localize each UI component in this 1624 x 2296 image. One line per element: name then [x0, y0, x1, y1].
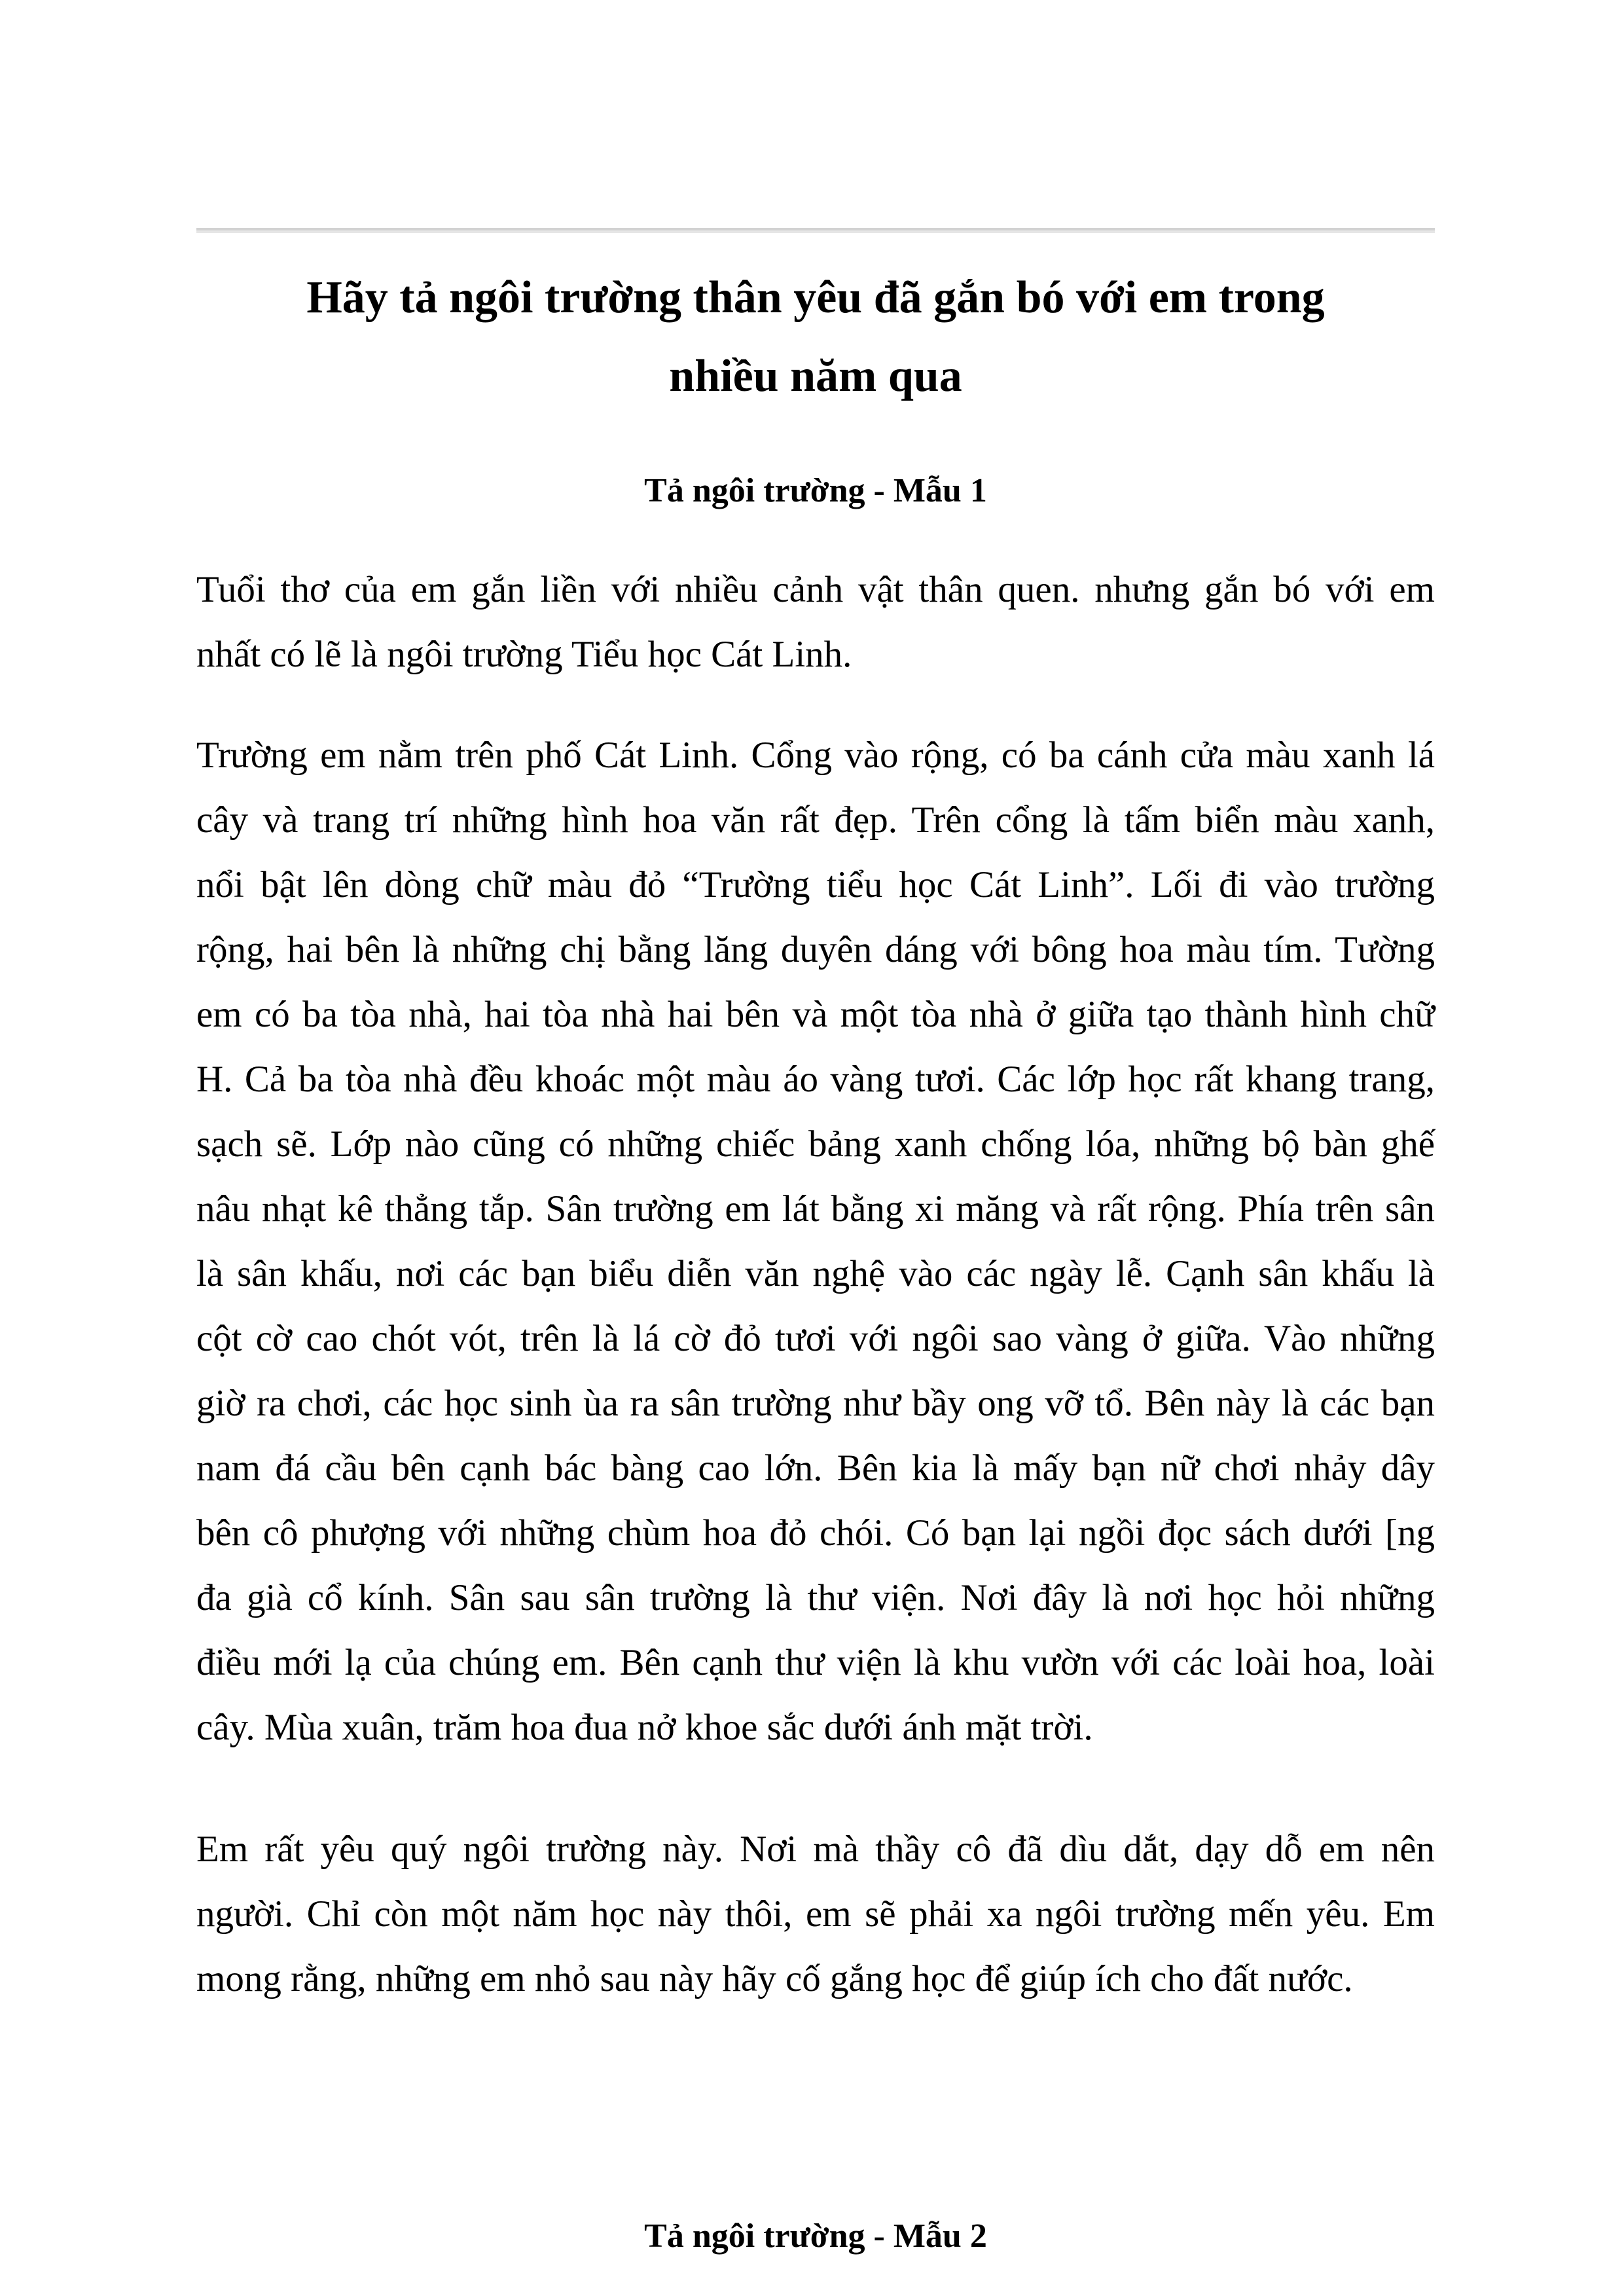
text-line: nhất có lẽ là ngôi trường Tiểu học Cát Linh. — [196, 634, 852, 675]
header-divider — [196, 228, 1435, 233]
document-title-line-1: Hãy tả ngôi trường thân yêu đã gắn bó với em trong — [306, 272, 1325, 323]
text-line: Tuổi thơ của em gắn liền với nhiều cảnh vật thân quen. nhưng gắn bó với em — [196, 569, 1435, 610]
paragraph-2 — [196, 723, 1435, 1760]
text-line: đa già cổ kính. Sân sau sân trường là thư viện. Nơi đây là nơi học hỏi những — [196, 1577, 1435, 1618]
text-line: nam đá cầu bên cạnh bác bàng cao lớn. Bên kia là mấy bạn nữ chơi nhảy dây — [196, 1448, 1435, 1489]
text-line: cột cờ cao chót vót, trên là lá cờ đỏ tươi với ngôi sao vàng ở giữa. Vào những — [196, 1318, 1435, 1359]
text-line: là sân khấu, nơi các bạn biểu diễn văn nghệ vào các ngày lễ. Cạnh sân khấu là — [196, 1253, 1435, 1294]
document-title-line-2: nhiều năm qua — [669, 351, 962, 401]
section-2-heading: Tả ngôi trường - Mẫu 2 — [644, 2217, 987, 2255]
text-line: cây và trang trí những hình hoa văn rất đẹp. Trên cổng là tấm biển màu xanh, — [196, 799, 1435, 841]
paragraph-3 — [196, 1817, 1435, 2011]
text-line: giờ ra chơi, các học sinh ùa ra sân trường như bầy ong vỡ tổ. Bên này là các bạn — [196, 1383, 1435, 1424]
text-line: điều mới lạ của chúng em. Bên cạnh thư viện là khu vườn với các loài hoa, loài — [196, 1642, 1435, 1683]
text-line: H. Cả ba tòa nhà đều khoác một màu áo vàng tươi. Các lớp học rất khang trang, — [196, 1059, 1435, 1100]
text-line: người. Chỉ còn một năm học này thôi, em sẽ phải xa ngôi trường mến yêu. Em — [196, 1893, 1435, 1935]
text-line: cây. Mùa xuân, trăm hoa đua nở khoe sắc dưới ánh mặt trời. — [196, 1707, 1093, 1748]
paragraph-1 — [196, 557, 1435, 687]
text-line: mong rằng, những em nhỏ sau này hãy cố gắng học để giúp ích cho đất nước. — [196, 1958, 1353, 1999]
text-line: nổi bật lên dòng chữ màu đỏ “Trường tiểu học Cát Linh”. Lối đi vào trường — [196, 864, 1435, 905]
text-line: rộng, hai bên là những chị bằng lăng duyên dáng với bông hoa màu tím. Tường — [196, 929, 1435, 970]
text-line: sạch sẽ. Lớp nào cũng có những chiếc bảng xanh chống lóa, những bộ bàn ghế — [196, 1123, 1435, 1165]
text-line: Trường em nằm trên phố Cát Linh. Cổng vào rộng, có ba cánh cửa màu xanh lá — [196, 735, 1435, 776]
text-line: nâu nhạt kê thẳng tắp. Sân trường em lát bằng xi măng và rất rộng. Phía trên sân — [196, 1188, 1435, 1230]
text-line: bên cô phượng với những chùm hoa đỏ chói. Có bạn lại ngồi đọc sách dưới [ng — [196, 1512, 1435, 1554]
text-line: Em rất yêu quý ngôi trường này. Nơi mà thầy cô đã dìu dắt, dạy dỗ em nên — [196, 1829, 1435, 1870]
text-line: em có ba tòa nhà, hai tòa nhà hai bên và một tòa nhà ở giữa tạo thành hình chữ — [196, 994, 1435, 1035]
section-1-heading: Tả ngôi trường - Mẫu 1 — [644, 472, 987, 509]
